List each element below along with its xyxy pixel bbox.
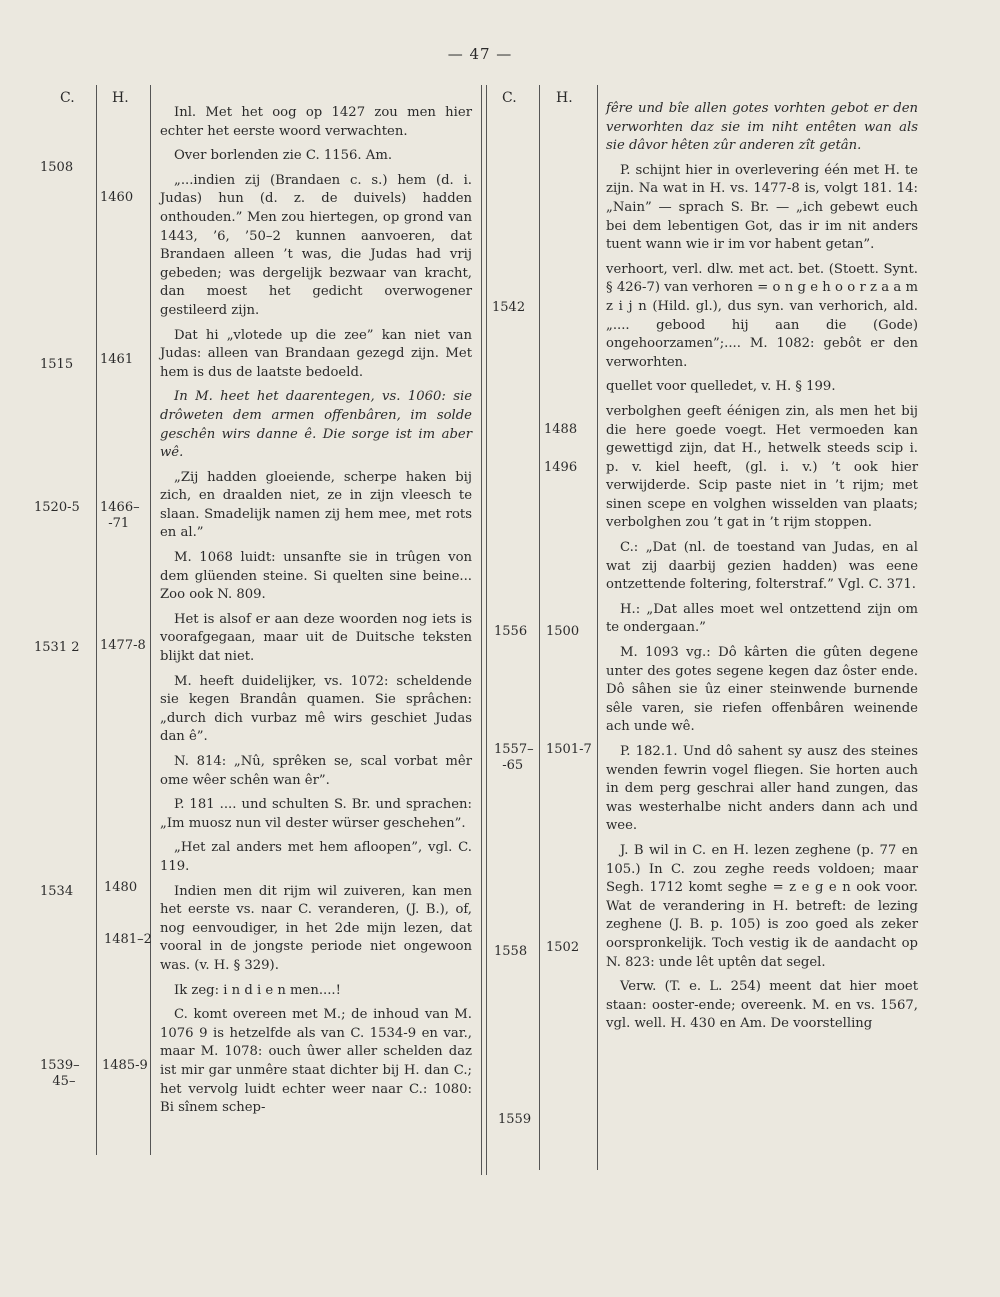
left-header-h: H.: [112, 90, 129, 106]
right-margin-h: 1501-7: [546, 742, 592, 757]
entry-paragraph: M. 1068 luidt: unsanfte sie in trûgen von dem glüenden steine. Si quelten sine beine... Zoo ook N. 809.: [160, 550, 472, 603]
left-margin-c: 1531 2: [34, 640, 80, 655]
entry-paragraph: P. 181 .... und schulten S. Br. und sprachen: „Im muosz nun vil dester würser geschehen”.: [160, 797, 472, 831]
entry-paragraph: Het is alsof er aan deze woorden nog iets is voorafgegaan, maar uit de Duitsche teksten blijkt dat niet.: [160, 611, 472, 665]
right-margin-c: 1557– -65: [494, 742, 534, 773]
left-header-c: C.: [60, 90, 75, 106]
right-text-column: [606, 100, 918, 1040]
left-margin-h: 1481–2: [104, 932, 152, 947]
left-margin-c: 1515: [40, 357, 74, 372]
left-margin-h: 1480: [104, 880, 138, 895]
entry-paragraph: quellet voor quelledet, v. H. § 199.: [606, 379, 836, 395]
entry-paragraph: Inl. Met het oog op 1427 zou men hier echter het eerste woord verwachten.: [160, 105, 472, 139]
entry-paragraph: „Zij hadden gloeiende, scherpe haken bij zich, en draalden niet, ze in zijn vleesch te slaan. Smadelijk namen zij hem mee, met rots en al.”: [160, 469, 472, 541]
entry-paragraph: P. 182.1. Und dô sahent sy ausz des steines wenden fewrin vogel fliegen. Sie horten auch in dem perg geschrai aller hand zungen, das was westerhalbe nicht anders dann ach und wee.: [606, 744, 918, 834]
right-margin-c: 1559: [498, 1112, 532, 1127]
right-margin-c: 1556: [494, 624, 528, 639]
entry-paragraph: N. 814: „Nû, sprêken se, scal vorbat mêr ome wêer schên wan êr”.: [160, 754, 472, 788]
right-header-h: H.: [556, 90, 573, 106]
left-margin-h: 1461: [100, 352, 134, 367]
right-margin-h: 1502: [546, 940, 580, 955]
entry-paragraph: verhoort, verl. dlw. met act. bet. (Stoett. Synt. § 426-7) van verhoren = o n g e h o o r z a a m z i j n (Hild. gl.), dus syn. van verhorich, ald. „.... gebood hij aan die (Gode) ongehoorzamen”;.... M. 1082: gebôt er den verworhten.: [606, 261, 918, 370]
page-number: — 47 —: [447, 45, 513, 63]
entry-paragraph: In M. heet het daarentegen, vs. 1060: sie drôweten dem armen offenbâren, im solde geschên wirs danne ê. Die sorge ist im aber wê.: [160, 389, 472, 461]
entry-paragraph: Verw. (T. e. L. 254) meent dat hier moet staan: ooster-ende; overeenk. M. en vs. 1567, vgl. well. H. 430 en Am. De voorstelling: [606, 979, 918, 1032]
entry-paragraph: „...indien zij (Brandaen c. s.) hem (d. i. Judas) hun (d. z. de duivels) hadden onthouden.” Men zou hiertegen, op grond van 1443, ’6, ’50–2 kunnen aanvoeren, dat Brandaen alleen ’t was, die Judas had vrij gebeden; was dergelijk bezwaar van kracht, dan moest het gedicht overwogener gestileerd zijn.: [160, 172, 472, 318]
right-margin-h: 1488: [544, 422, 578, 437]
right-margin-rule-h: [597, 85, 598, 1170]
entry-paragraph: M. 1093 vg.: Dô kârten die gûten degene unter des gotes segene kegen daz ôster ende. Dô sâhen sie ûz einer steinwende burnende sêle varen, sie riefen offenbâren weinende ach unde wê.: [606, 645, 918, 735]
entry-paragraph: verbolghen geeft éénigen zin, als men het bij die here goede voegt. Het vermoeden kan gewettigd zijn, dat H., hetwelk steeds scip i. p. v. kiel heeft, (gl. i. v.) ’t ook hier verwijderde. Scip paste niet in ’t rijm; met sinen scepe en volghen wisselden van plaats; verbolghen zou ’t gat in ’t rijm stoppen.: [606, 403, 918, 531]
entry-paragraph: M. heeft duidelijker, vs. 1072: scheldende sie kegen Brandân quamen. Sie sprâchen: „durch dich vurbaz mê wirs geschiet Judas dan ê”.: [160, 673, 472, 745]
center-rule-a: [481, 85, 482, 1175]
right-margin-h: 1496: [544, 460, 578, 475]
entry-paragraph: C. komt overeen met M.; de inhoud van M. 1076 9 is hetzelfde als van C. 1534-9 en var., maar M. 1078: ouch ûwer aller schelden daz ist mir gar unmêre staat dichter bij H. dan C.; het vervolg luidt echter weer naar C.: 1080: Bi sînem schep-: [160, 1007, 472, 1116]
left-margin-c: 1534: [40, 884, 74, 899]
left-margin-h: 1466– -71: [100, 500, 140, 531]
right-header-c: C.: [502, 90, 517, 106]
entry-paragraph: Indien men dit rijm wil zuiveren, kan men het eerste vs. naar C. veranderen, (J. B.), of, nog eenvoudiger, in het 2de mijn lezen, dat vooral in de jongste periode niet ongewoon was. (v. H. § 329).: [160, 883, 472, 973]
entry-paragraph: „Het zal anders met hem afloopen”, vgl. C. 119.: [160, 840, 472, 874]
entry-paragraph: J. B wil in C. en H. lezen zeghene (p. 77 en 105.) In C. zou zeghe reeds voldoen; maar Segh. 1712 komt seghe = z e g e n ook voor. Wat de verandering in H. betreft: de lezing zeghene (J. B. p. 105) is zoo goed als zeker oorspronkelijk. Toch vestig ik de aandacht op N. 823: unde lêt uptên dat segel.: [606, 842, 918, 970]
left-margin-c: 1520-5: [34, 500, 80, 515]
entry-paragraph: C.: „Dat (nl. de toestand van Judas, en al wat zij daarbij gezien hadden) was eene ontzettende foltering, folterstraf.” Vgl. C. 371.: [606, 540, 918, 593]
right-margin-c: 1558: [494, 944, 528, 959]
entry-paragraph: Ik zeg: i n d i e n men....!: [174, 982, 341, 998]
left-margin-h: 1460: [100, 190, 134, 205]
center-rule-b: [486, 85, 487, 1175]
entry-paragraph: H.: „Dat alles moet wel ontzettend zijn om te ondergaan.”: [606, 601, 918, 636]
entry-paragraph: P. schijnt hier in overlevering één met H. te zijn. Na wat in H. vs. 1477-8 is, volgt 181. 14: „Nain” — sprach S. Br. — „ich gebewt euch bei dem lebentigen Got, das ir im nit anders tuent wann wie ir im vor habent getan”.: [606, 162, 918, 253]
right-margin-rule-c: [539, 85, 540, 1170]
entry-paragraph: fêre und bîe allen gotes vorhten gebot er den verworhten daz sie im niht entêten wan als sie dâvor hêten zûr anderen zît getân.: [606, 101, 918, 154]
left-text-column: [160, 104, 472, 1124]
right-margin-c: 1542: [492, 300, 526, 315]
left-margin-c: 1508: [40, 160, 74, 175]
entry-paragraph: Over borlenden zie C. 1156. Am.: [174, 148, 393, 164]
left-margin-h: 1477-8: [100, 638, 146, 653]
left-margin-c: 1539– 45–: [40, 1058, 80, 1089]
entry-paragraph: Dat hi „vlotede up die zee” kan niet van Judas: alleen van Brandaan gezegd zijn. Met hem is dus de laatste bedoeld.: [160, 327, 472, 380]
left-margin-rule-c: [96, 85, 97, 1155]
left-margin-h: 1485-9: [102, 1058, 148, 1073]
left-margin-rule-h: [150, 85, 151, 1155]
right-margin-h: 1500: [546, 624, 580, 639]
